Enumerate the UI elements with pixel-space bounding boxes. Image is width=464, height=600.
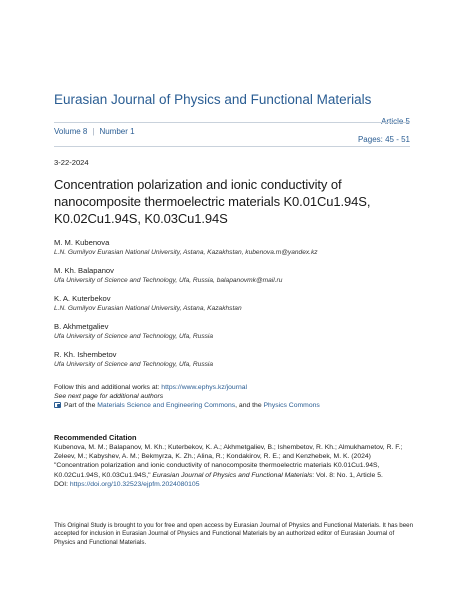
header-divider-bottom xyxy=(54,146,410,147)
publication-date: 3-22-2024 xyxy=(54,158,89,167)
follow-prefix: Follow this and additional works at: xyxy=(54,384,162,391)
separator: | xyxy=(92,127,95,136)
follow-section xyxy=(54,383,414,410)
next-page-note xyxy=(54,392,414,401)
recommended-citation xyxy=(54,443,414,489)
network-icon xyxy=(54,402,62,408)
author-affiliation: Ufa University of Science and Technology, Ufa, Russia xyxy=(54,333,214,340)
follow-line xyxy=(54,383,414,392)
header-divider-top xyxy=(54,122,410,123)
author-name: B. Akhmetgaliev xyxy=(54,322,109,331)
citation-journal: Eurasian Journal of Physics and Functional Materials xyxy=(152,471,313,479)
author-affiliation: L.N. Gumilyov Eurasian National University, Astana, Kazakhstan, kubenova.m@yandex.kz xyxy=(54,249,318,256)
materials-commons-link[interactable]: Materials Science and Engineering Commons xyxy=(97,402,236,409)
volume-number-line xyxy=(54,127,135,136)
author-affiliation: Ufa University of Science and Technology, Ufa, Russia xyxy=(54,361,214,368)
open-access-note: This Original Study is brought to you for free and open access by Eurasian Journal of Physics and Functional Materials. It has been accepted for inclusion in Eurasian Journal of Physics and Functional Materials by an authorized editor of Eurasian Journal of Physics and Functional Materials. xyxy=(54,522,414,546)
author-affiliation: L.N. Gumilyov Eurasian National University, Astana, Kazakhstan xyxy=(54,305,242,312)
volume-link[interactable]: Volume 8 xyxy=(54,127,88,136)
author-name: R. Kh. Ishembetov xyxy=(54,350,117,359)
physics-commons-link[interactable]: Physics Commons xyxy=(263,402,320,409)
part-prefix: Part of the xyxy=(64,402,98,409)
author-name: M. Kh. Balapanov xyxy=(54,266,114,275)
citation-text: Kubenova, M. M.; Balapanov, M. Kh.; Kuterbekov, K. A.; Akhmetgaliev, B.; Ishembetov, R. Kh.; Almukhametov, R. F.; Zeleev, M.; Kabyshev, A. M.; Bekmyrza, K. Zh.; Alina, R.; Kondakirov, R. E.; and Kenzhebek, M. K. (2024) "Concentration polarization and ionic conductivity of nanocomposite thermoelectric materials K0.01Cu1.94S, K0.02Cu1.94S, K0.03Cu1.94S," xyxy=(54,444,403,479)
citation-vol-info: : Vol. 8: No. 1, Article 5. xyxy=(312,471,383,479)
page-range: Pages: 45 - 51 xyxy=(357,135,410,144)
author-name: K. A. Kuterbekov xyxy=(54,294,111,303)
doi-prefix: DOI: xyxy=(54,480,70,488)
journal-url-link[interactable]: https://www.ephys.kz/journal xyxy=(161,384,248,391)
author-name: M. M. Kubenova xyxy=(54,238,110,247)
next-page-link[interactable]: See next page for additional authors xyxy=(54,393,164,400)
number-link[interactable]: Number 1 xyxy=(99,127,135,136)
and-text: , and the xyxy=(235,402,264,409)
author-affiliation: Ufa University of Science and Technology, Ufa, Russia, balapanovmk@mail.ru xyxy=(54,277,283,284)
journal-title[interactable]: Eurasian Journal of Physics and Functional Materials xyxy=(54,92,372,107)
recommended-citation-heading: Recommended Citation xyxy=(54,433,137,442)
commons-line xyxy=(54,401,414,410)
doi-link[interactable]: https://doi.org/10.32523/ejpfm.2024080105 xyxy=(69,480,200,488)
article-title: Concentration polarization and ionic conductivity of nanocomposite thermoelectric materials K0.01Cu1.94S, K0.02Cu1.94S, K0.03Cu1.94S xyxy=(54,177,371,226)
